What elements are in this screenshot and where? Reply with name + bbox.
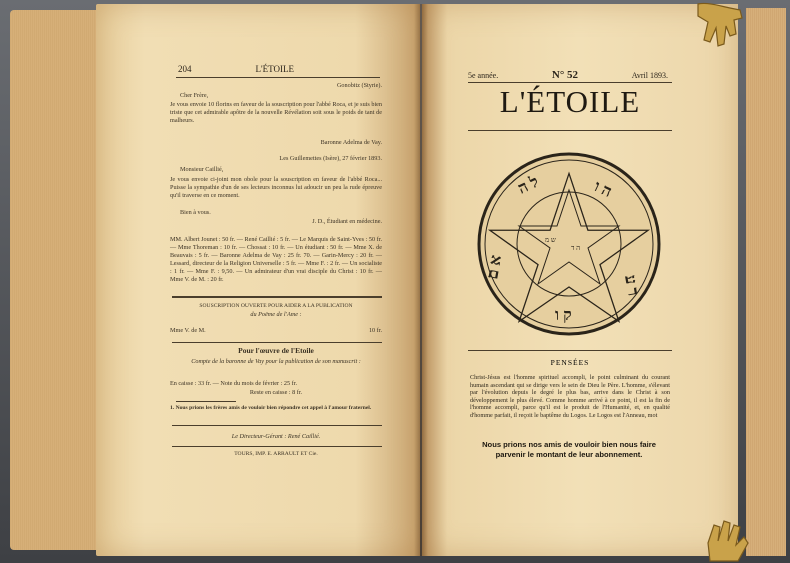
oeuvre-subheading: Compte de la baronne de Vay pour la publication de son manuscrit : bbox=[191, 358, 361, 365]
place-2: Les Guillemettes (Isère), 27 février 1893. bbox=[279, 155, 382, 162]
pensees-rule bbox=[468, 350, 672, 351]
section-rule-2 bbox=[172, 342, 382, 343]
letter-2-closing: Bien à vous. bbox=[180, 209, 211, 216]
svg-text:ר ע: ר ע bbox=[621, 273, 642, 298]
svg-text:ל ה: ל ה bbox=[515, 173, 542, 198]
section-rule bbox=[172, 296, 382, 298]
running-title: L'ÉTOILE bbox=[255, 64, 294, 74]
section-rule-4 bbox=[172, 446, 382, 447]
page-number: 204 bbox=[178, 64, 192, 74]
letter-1: Je vous envoie 10 florins en faveur de la souscription pour l'abbé Roca, et je suis bien triste que cet admirable apôtre de la nouvelle Révélation soit sous le poids de tant de malheurs. bbox=[170, 101, 382, 124]
year-label: 5e année. bbox=[468, 71, 499, 80]
director-line: Le Directeur-Gérant : René Caillié. bbox=[231, 433, 321, 440]
svg-text:א ם: א ם bbox=[484, 253, 506, 281]
appeal-line-2: parvenir le montant de leur abonnement. bbox=[495, 450, 643, 459]
right-running-header bbox=[468, 69, 668, 81]
right-page-edges bbox=[746, 8, 786, 556]
printer-line: TOURS, IMP. E. ARRAULT ET Cie. bbox=[234, 451, 318, 457]
brass-hand-weight-bottom-icon bbox=[700, 515, 750, 563]
appeal-line-1: Nous prions nos amis de vouloir bien nous faire bbox=[482, 440, 656, 449]
left-running-header bbox=[178, 64, 378, 74]
salutation-2: Monsieur Caillié, bbox=[180, 166, 224, 173]
section-rule-3 bbox=[172, 425, 382, 426]
salutation-1: Cher Frère, bbox=[180, 92, 209, 99]
pensees-text: Christ-Jésus est l'homme spirituel accompli, le point culminant du courant humain ascendant qui se dirige vers le sein de Dieu le Père. L'homme, s'élevant par l'évolution depuis le degré le plus bas, arrive dans le Christ à son développement le plus élevé. Comme homme arrivé à ce point, il est la fin de l'homme accompli, parce qu'il est le produit de l'Humanité, et, en qualité d'homme parfait, il reçoit le baptême du Logos. Le Logos est l'Anneau, mot bbox=[470, 374, 670, 419]
masthead-rule-bottom bbox=[468, 130, 672, 131]
letter-2: Je vous envoie ci-joint mon obole pour la souscription en faveur de l'abbé Roca... Puisse la sympathie d'un de ses lecteurs inconnus lui adoucir un peu la rude épreuve qu'il traverse en ce moment. bbox=[170, 176, 382, 199]
pensees-heading: PENSÉES bbox=[550, 358, 590, 367]
subscription-heading: SOUSCRIPTION OUVERTE POUR AIDER A LA PUBLICATION bbox=[199, 303, 353, 309]
place-1: Gonobitz (Styrie). bbox=[336, 82, 382, 89]
signature-2: J. D., Étudiant en médecine. bbox=[312, 218, 382, 225]
signature-1: Baronne Adelma de Vay. bbox=[320, 139, 382, 146]
remaining-cash: Reste en caisse : 8 fr. bbox=[249, 389, 303, 396]
issue-number: N° 52 bbox=[551, 69, 578, 81]
svg-text:ק ו: ק ו bbox=[555, 307, 572, 324]
svg-text:ש מ: ש מ bbox=[545, 236, 556, 244]
subscription-subheading: du Poëme de l'Ame : bbox=[250, 311, 302, 318]
header-rule bbox=[176, 77, 380, 78]
book-gutter bbox=[414, 4, 428, 556]
donor-list: MM. Albert Jounet : 50 fr. — René Caillié : 5 fr. — Le Marquis de Saint-Yves : 50 fr. — Mme Thoreman : 10 fr. — Chossat : 10 fr. — Un étudiant : 50 fr. — Mme X. de Beauvais : 5 fr. — Baronne Adelma de Vay : 25 fr. 70. — Garin-Mercy : 20 fr. — Lessard, directeur de la Religion Universelle : 5 fr. — Mme F. : 2 fr. — Un socialiste : 1 fr. — Mme F. : 9,50. — Un admirateur d'un vrai disciple du Christ : 10 fr. — Mme V. de M. : 20 fr. bbox=[170, 236, 382, 283]
issue-date: Avril 1893. bbox=[631, 71, 668, 80]
footnote: 1. Nous prions les frères amis de vouloir bien répondre cet appel à l'amour fraternel. bbox=[170, 405, 372, 411]
oeuvre-heading: Pour l'œuvre de l'Etoile bbox=[238, 346, 314, 355]
subscription-line bbox=[170, 327, 382, 335]
subscription-donor: Mme V. de M. bbox=[170, 327, 206, 334]
masthead-rule-top bbox=[468, 82, 672, 83]
left-page-edges bbox=[10, 10, 102, 550]
masthead-title: L'ÉTOILE bbox=[499, 84, 641, 119]
subscription-appeal bbox=[462, 440, 676, 460]
svg-text:ה ו: ה ו bbox=[591, 178, 615, 201]
cash-line: En caisse : 33 fr. — Note du mois de février : 25 fr. bbox=[170, 380, 297, 387]
pentagram-seal-icon bbox=[475, 150, 663, 338]
brass-hand-weight-top-icon bbox=[690, 0, 746, 56]
subscription-amount: 10 fr. bbox=[368, 327, 382, 334]
footnote-rule bbox=[176, 401, 236, 402]
svg-text:ה ד: ה ד bbox=[571, 244, 581, 252]
